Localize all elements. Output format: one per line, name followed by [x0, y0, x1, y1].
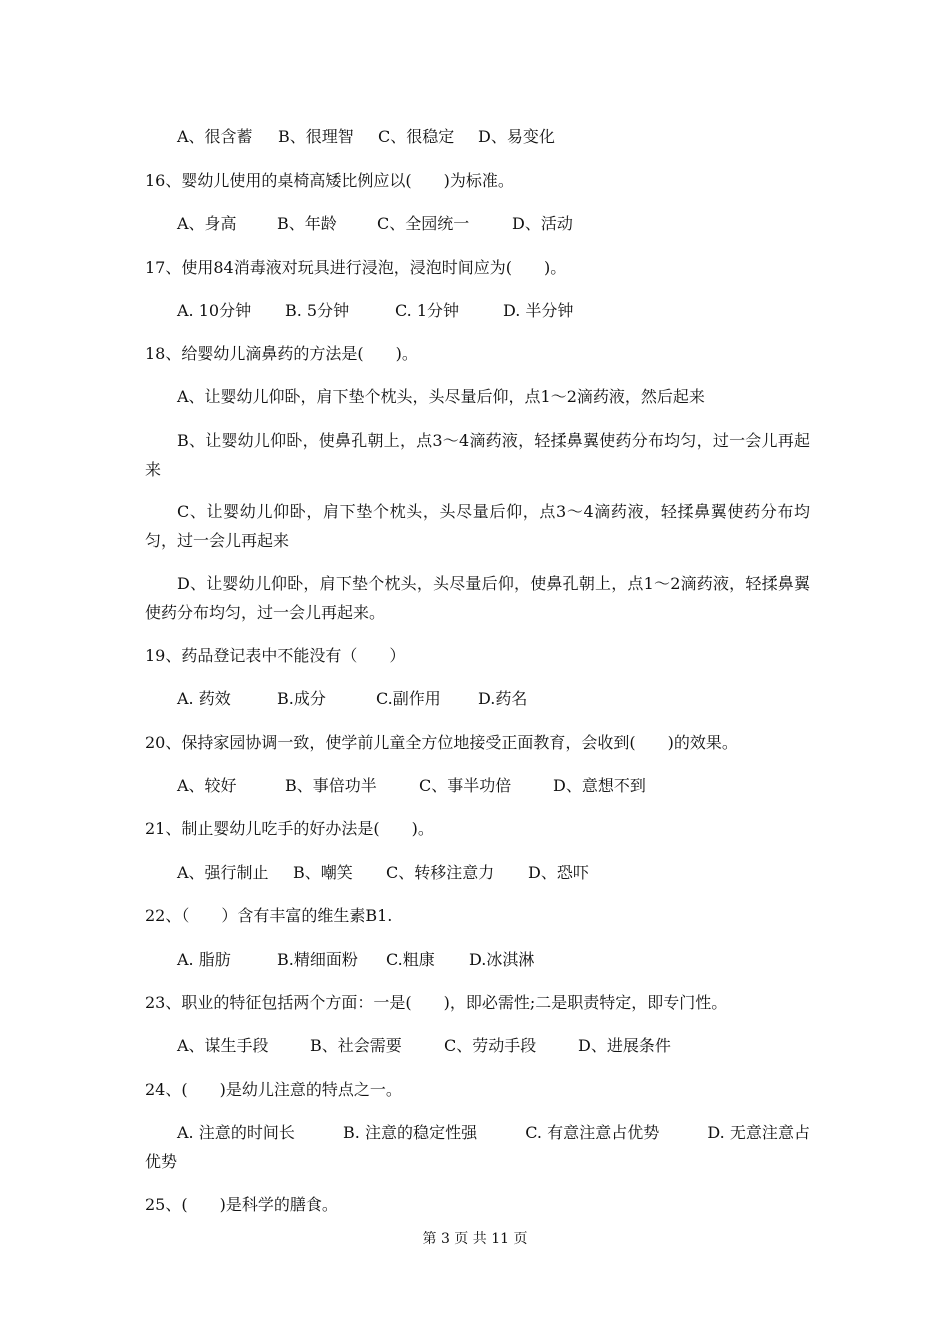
- option-b: B.成分: [277, 689, 326, 708]
- question-16: 16、婴幼儿使用的桌椅高矮比例应以( )为标准。: [145, 171, 514, 190]
- question-23: 23、职业的特征包括两个方面：一是( )，即必需性;二是职责特定，即专门性。: [145, 993, 728, 1012]
- question-17: 17、使用84消毒液对玩具进行浸泡，浸泡时间应为( )。: [145, 258, 567, 277]
- option-b: B、嘲笑: [293, 863, 353, 882]
- option-d: D、恐吓: [528, 863, 589, 882]
- option-a: A、身高: [177, 214, 237, 233]
- question-24: 24、( )是幼儿注意的特点之一。: [145, 1080, 402, 1099]
- q18-option-b: B、让婴幼儿仰卧，使鼻孔朝上，点3～4滴药液，轻揉鼻翼使药分布均匀，过一会儿再起来: [145, 431, 810, 479]
- option-d: D.冰淇淋: [469, 950, 535, 969]
- q22-options: [177, 945, 842, 974]
- option-d: D、易变化: [478, 127, 555, 146]
- option-b: B、社会需要: [310, 1036, 402, 1055]
- option-b: B.精细面粉: [277, 950, 358, 969]
- question-25: 25、( )是科学的膳食。: [145, 1195, 338, 1214]
- option-a: A. 10分钟: [177, 301, 252, 320]
- option-c: C、转移注意力: [386, 863, 495, 882]
- option-c: C、事半功倍: [419, 776, 512, 795]
- page-footer: 第 3 页 共 11 页: [422, 1231, 528, 1247]
- q21-options: [177, 858, 842, 887]
- option-a: A. 脂肪: [177, 950, 231, 969]
- option-d: D、进展条件: [578, 1036, 671, 1055]
- option-b: B. 5分钟: [285, 301, 350, 320]
- q23-options: [177, 1031, 842, 1060]
- q18-option-d: D、让婴幼儿仰卧，肩下垫个枕头，头尽量后仰，使鼻孔朝上，点1～2滴药液，轻揉鼻翼使药分布均匀，过一会儿再起来。: [145, 574, 810, 622]
- option-a: A、很含蓄: [177, 127, 253, 146]
- option-b: B、年龄: [277, 214, 337, 233]
- option-c: C.副作用: [376, 689, 441, 708]
- option-c: C. 1分钟: [395, 301, 460, 320]
- q16-options: [177, 209, 842, 238]
- option-c: C.粗康: [386, 950, 435, 969]
- option-b: B、事倍功半: [285, 776, 377, 795]
- q18-option-a: A、让婴幼儿仰卧，肩下垫个枕头，头尽量后仰，点1～2滴药液，然后起来: [177, 387, 705, 406]
- question-20: 20、保持家园协调一致，使学前儿童全方位地接受正面教育，会收到( )的效果。: [145, 733, 738, 752]
- q24-options: A. 注意的时间长 B. 注意的稳定性强 C. 有意注意占优势 D. 无意注意占优势: [145, 1123, 810, 1171]
- option-c: C、劳动手段: [444, 1036, 537, 1055]
- option-b: B、很理智: [278, 127, 354, 146]
- q20-options: [177, 771, 842, 800]
- question-19: 19、药品登记表中不能没有（ ）: [145, 646, 406, 665]
- option-d: D.药名: [478, 689, 528, 708]
- question-21: 21、制止婴幼儿吃手的好办法是( )。: [145, 819, 434, 838]
- question-18: 18、给婴幼儿滴鼻药的方法是( )。: [145, 344, 418, 363]
- option-c: C、全园统一: [377, 214, 470, 233]
- option-d: D、活动: [512, 214, 573, 233]
- option-d: D. 半分钟: [503, 301, 574, 320]
- option-d: D、意想不到: [553, 776, 646, 795]
- q18-option-c: C、让婴幼儿仰卧，肩下垫个枕头，头尽量后仰，点3～4滴药液，轻揉鼻翼使药分布均匀，过一会儿再起来: [145, 502, 810, 550]
- q19-options: [177, 684, 842, 713]
- question-22: 22、（ ）含有丰富的维生素B1.: [145, 906, 393, 925]
- option-a: A、强行制止: [177, 863, 269, 882]
- option-a: A、较好: [177, 776, 237, 795]
- option-a: A、谋生手段: [177, 1036, 269, 1055]
- option-c: C、很稳定: [378, 127, 455, 146]
- q17-options: [177, 296, 842, 325]
- q15-options: [177, 122, 842, 151]
- option-a: A. 药效: [177, 689, 231, 708]
